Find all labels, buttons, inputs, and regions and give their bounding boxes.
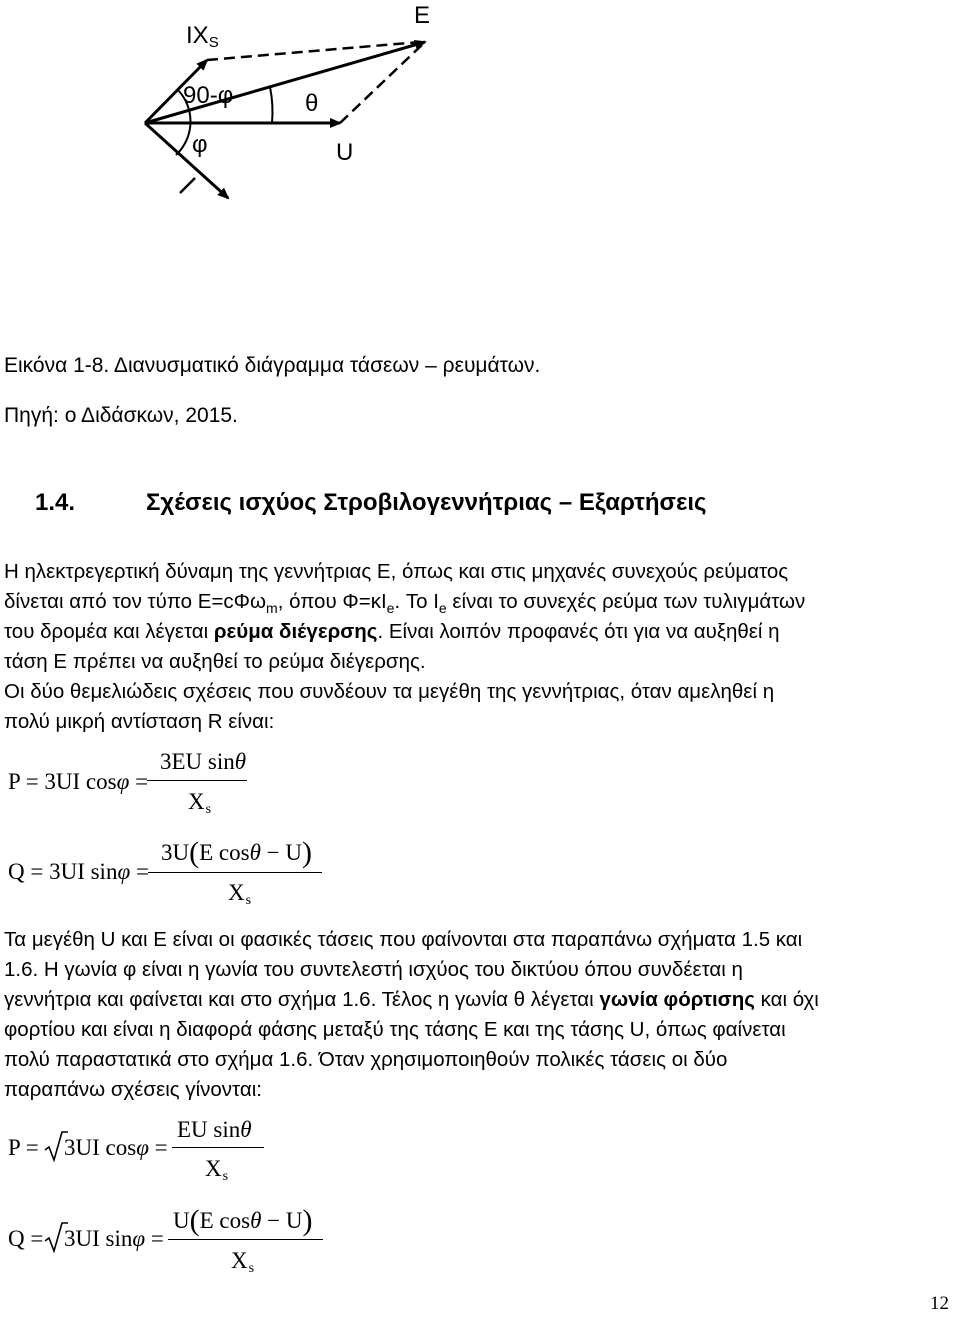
para2-line-5: πολύ παραστατικά στο σχήμα 1.6. Όταν χρησιμοποιηθούν πολικές τάσεις οι δύο	[4, 1048, 728, 1071]
equation-q-numerator: 3U(E cosθ − U)	[161, 836, 312, 869]
equation-p-fraction-bar	[147, 780, 247, 781]
para1-line-5: Οι δύο θεμελιώδεις σχέσεις που συνδέουν τα μεγέθη της γεννήτριας, όταν αμεληθεί η	[4, 680, 775, 703]
equation-q-polar-fraction-bar	[168, 1239, 323, 1240]
paragraph-1	[4, 557, 956, 737]
para2-line-1: Τα μεγέθη U και E είναι οι φασικές τάσεις που φαίνονται στα παραπάνω σχήματα 1.5 και	[4, 928, 803, 951]
figure-caption	[4, 353, 540, 379]
equation-p-polar-numerator: EU sinθ	[177, 1117, 252, 1142]
caption-line-2: Πηγή: ο Διδάσκων, 2015.	[4, 404, 238, 427]
para2-line-6: παραπάνω σχέσεις γίνονται:	[4, 1078, 262, 1101]
equation-p-polar: P =	[8, 1135, 39, 1160]
equation-q-polar: Q =	[8, 1226, 44, 1251]
equation-p-numerator: 3EU sinθ	[160, 749, 247, 774]
caption-line-1: Εικόνα 1-8. Διανυσματικό διάγραμμα τάσεων – ρευμάτων.	[4, 354, 541, 377]
paragraph-2	[4, 925, 956, 1105]
equation-q-polar-rest: 3UI sinφ =	[64, 1226, 164, 1251]
label-phi: φ	[192, 131, 208, 158]
term-excitation-current: ρεύμα διέγερσης	[213, 620, 378, 643]
angle-arc-theta	[270, 87, 272, 123]
para1-line-3: του δρομέα και λέγεται ρεύμα διέγερσης. Είναι λοιπόν προφανές ότι για να αυξηθεί η	[4, 620, 780, 643]
equation-q-fraction-bar	[148, 872, 322, 873]
phasor-diagram	[0, 0, 960, 220]
para1-line-4: τάση Ε πρέπει να αυξηθεί το ρεύμα διέγερσης.	[4, 650, 426, 673]
equation-q-polar-numerator: U(E cosθ − U)	[173, 1204, 313, 1237]
equation-q-denominator: Xs	[228, 880, 252, 908]
label-ixs: IXS	[186, 22, 219, 51]
equation-p-polar-denominator: Xs	[205, 1156, 229, 1184]
equation-p: P = 3UI cosφ =	[8, 769, 149, 794]
dashed-line-ixs	[207, 42, 420, 60]
label-u: U	[336, 139, 354, 166]
para1-line-6: πολύ μικρή αντίσταση R είναι:	[4, 710, 275, 733]
label-e: E	[414, 2, 431, 29]
para2-line-4: φορτίου και είναι η διαφορά φάσης μεταξύ της τάσης Ε και της τάσης U, όπως φαίνεται	[4, 1018, 786, 1041]
i-tick	[180, 178, 195, 193]
para2-line-2: 1.6. Η γωνία φ είναι η γωνία του συντελεστή ισχύος του δικτύου όπου συνδέεται η	[4, 958, 743, 981]
figure-source	[4, 403, 238, 429]
equation-p-polar-fraction-bar	[172, 1147, 264, 1148]
page-number: 12	[930, 1293, 949, 1314]
equation-q: Q = 3UI sinφ =	[8, 859, 149, 884]
label-90-phi: 90-φ	[183, 82, 234, 109]
equation-p-denominator: Xs	[188, 789, 212, 817]
label-theta: θ	[305, 90, 319, 117]
equation-p-polar-rest: 3UI cosφ =	[64, 1135, 168, 1160]
section-number: 1.4.	[35, 489, 76, 516]
term-load-angle: γωνία φόρτισης	[599, 988, 755, 1011]
equation-q-polar-denominator: Xs	[231, 1248, 255, 1276]
para1-line-1: Η ηλεκτρεγερτική δύναμη της γεννήτριας Ε, όπως και στις μηχανές συνεχούς ρεύματος	[4, 560, 789, 583]
para2-line-3: γεννήτρια και φαίνεται και στο σχήμα 1.6. Τέλος η γωνία θ λέγεται γωνία φόρτισης και όχι	[4, 988, 819, 1011]
para1-line-2: δίνεται από τον τύπο Ε=cΦω$_m$, όπου $\Phi=\kappa I_e$. Το $I_e$ είναι το συνεχές ρεύμα των τυλιγμάτων	[4, 590, 806, 616]
section-title: Σχέσεις ισχύος Στροβιλογεννήτριας – Εξαρτήσεις	[146, 489, 707, 516]
